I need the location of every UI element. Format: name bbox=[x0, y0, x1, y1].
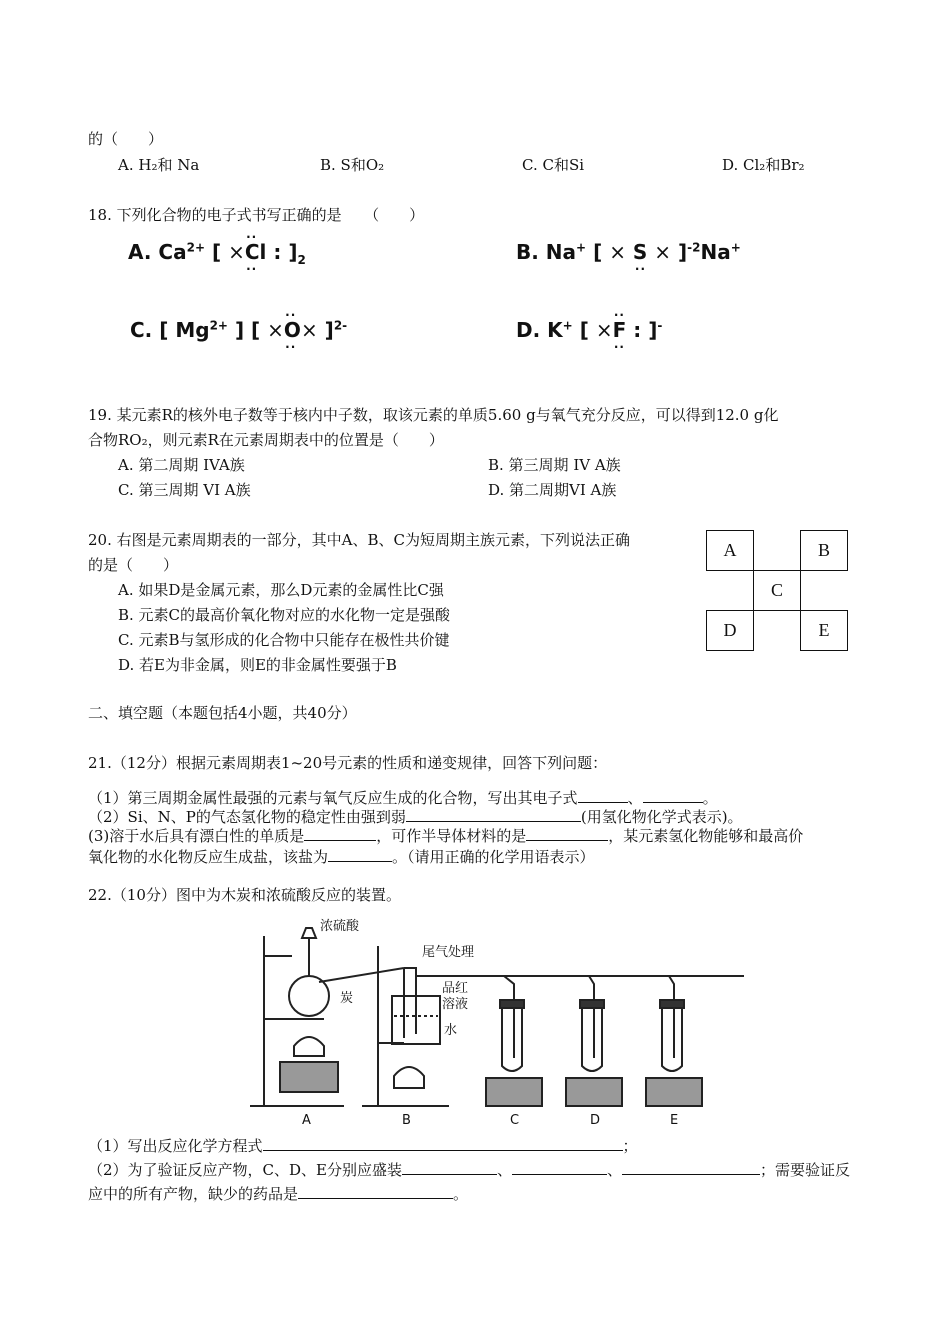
apparatus-diagram bbox=[244, 916, 744, 1126]
q19-option-a: A. 第二周期 IVA族 bbox=[118, 456, 245, 474]
q20-option-c: C. 元素B与氢形成的化合物中只能存在极性共价键 bbox=[118, 631, 450, 649]
label-water: 水 bbox=[444, 1023, 458, 1038]
q18-option-b-formula: B. Na+ [ × ·· S × ]$^{-2}$Na+ bbox=[516, 240, 741, 276]
label-carbon: 炭 bbox=[340, 991, 354, 1006]
q18-option-c-formula: C. [ $Mg^{2+}$ ] [ ·· ×O× ·· ]$^{2-}$ bbox=[130, 308, 348, 354]
q22-part-2: （2）为了验证反应产物，C、D、E分别应盛装 、 、 ；需要验证反 bbox=[88, 1161, 851, 1179]
q17-option-d: D. Cl₂和Br₂ bbox=[722, 156, 805, 174]
cell-e: E bbox=[801, 611, 848, 651]
q20-option-b: B. 元素C的最高价氧化物对应的水化物一定是强酸 bbox=[118, 606, 451, 624]
cell-b: B bbox=[801, 531, 848, 571]
q19-line-2: 合物RO₂，则元素R在元素周期表中的位置是（ ） bbox=[88, 431, 444, 449]
q20-option-d: D. 若E为非金属，则E的非金属性要强于B bbox=[118, 656, 397, 674]
label-c: C bbox=[510, 1113, 520, 1126]
q17-stem: 的（ ） bbox=[88, 130, 164, 148]
q21-stem: 21.（12分）根据元素周期表1~20号元素的性质和递变规律，回答下列问题： bbox=[88, 754, 608, 772]
label-pinhong: 品红 bbox=[442, 981, 469, 996]
label-d: D bbox=[590, 1113, 601, 1126]
q22-part-1: （1）写出反应化学方程式 ； bbox=[88, 1137, 638, 1155]
label-tail-gas: 尾气处理 bbox=[422, 945, 475, 960]
q18-option-a-formula: A. $Ca^{2+}$ [ ·· ×Cl ·· : ]$_2$ bbox=[128, 230, 306, 276]
q17-option-a: A. H₂和 Na bbox=[118, 156, 200, 174]
q20-option-a: A. 如果D是金属元素，那么D元素的金属性比C强 bbox=[118, 581, 444, 599]
cell-d: D bbox=[707, 611, 754, 651]
q20-line-2: 的是（ ） bbox=[88, 556, 179, 574]
label-e: E bbox=[670, 1113, 679, 1126]
q21-part-4: 氧化物的水化物反应生成盐，该盐为 。（请用正确的化学用语表示） bbox=[88, 848, 595, 866]
q19-option-d: D. 第二周期VI A族 bbox=[488, 481, 617, 499]
cell-a: A bbox=[707, 531, 754, 571]
periodic-table-fragment bbox=[706, 530, 848, 651]
q22-part-3: 应中的所有产物，缺少的药品是 。 bbox=[88, 1185, 469, 1203]
q22-stem: 22.（10分）图中为木炭和浓硫酸反应的装置。 bbox=[88, 886, 401, 904]
q21-part-3: (3)溶于水后具有漂白性的单质是 ，可作半导体材料的是 ，某元素氢化物能够和最高价 bbox=[88, 827, 804, 845]
label-acid: 浓硫酸 bbox=[320, 919, 360, 934]
label-b: B bbox=[402, 1113, 411, 1126]
q19-line-1: 19. 某元素R的核外电子数等于核内中子数，取该元素的单质5.60 g与氧气充分反应，可以得到12.0 g化 bbox=[88, 406, 779, 424]
q20-line-1: 20. 右图是元素周期表的一部分，其中A、B、C为短周期主族元素，下列说法正确 bbox=[88, 531, 630, 549]
q19-option-b: B. 第三周期 IV A族 bbox=[488, 456, 621, 474]
label-solution: 溶液 bbox=[442, 997, 469, 1012]
label-a: A bbox=[302, 1113, 311, 1126]
q21-part-2: （2）Si、N、P的气态氢化物的稳定性由强到弱 (用氢化物化学式表示)。 bbox=[88, 808, 743, 826]
q18-stem: 18. 下列化合物的电子式书写正确的是 （ ） bbox=[88, 206, 425, 224]
q17-option-c: C. C和Si bbox=[522, 156, 585, 174]
q17-option-b: B. S和O₂ bbox=[320, 156, 385, 174]
cell-c: C bbox=[754, 571, 801, 611]
q19-option-c: C. 第三周期 VI A族 bbox=[118, 481, 251, 499]
q18-option-d-formula: D. K+ [ ·· ×F ·· : ]- bbox=[516, 308, 663, 354]
q21-part-1: （1）第三周期金属性最强的元素与氧气反应生成的化合物，写出其电子式 、 。 bbox=[88, 789, 718, 807]
section-2-heading: 二、填空题（本题包括4小题，共40分） bbox=[88, 704, 357, 722]
